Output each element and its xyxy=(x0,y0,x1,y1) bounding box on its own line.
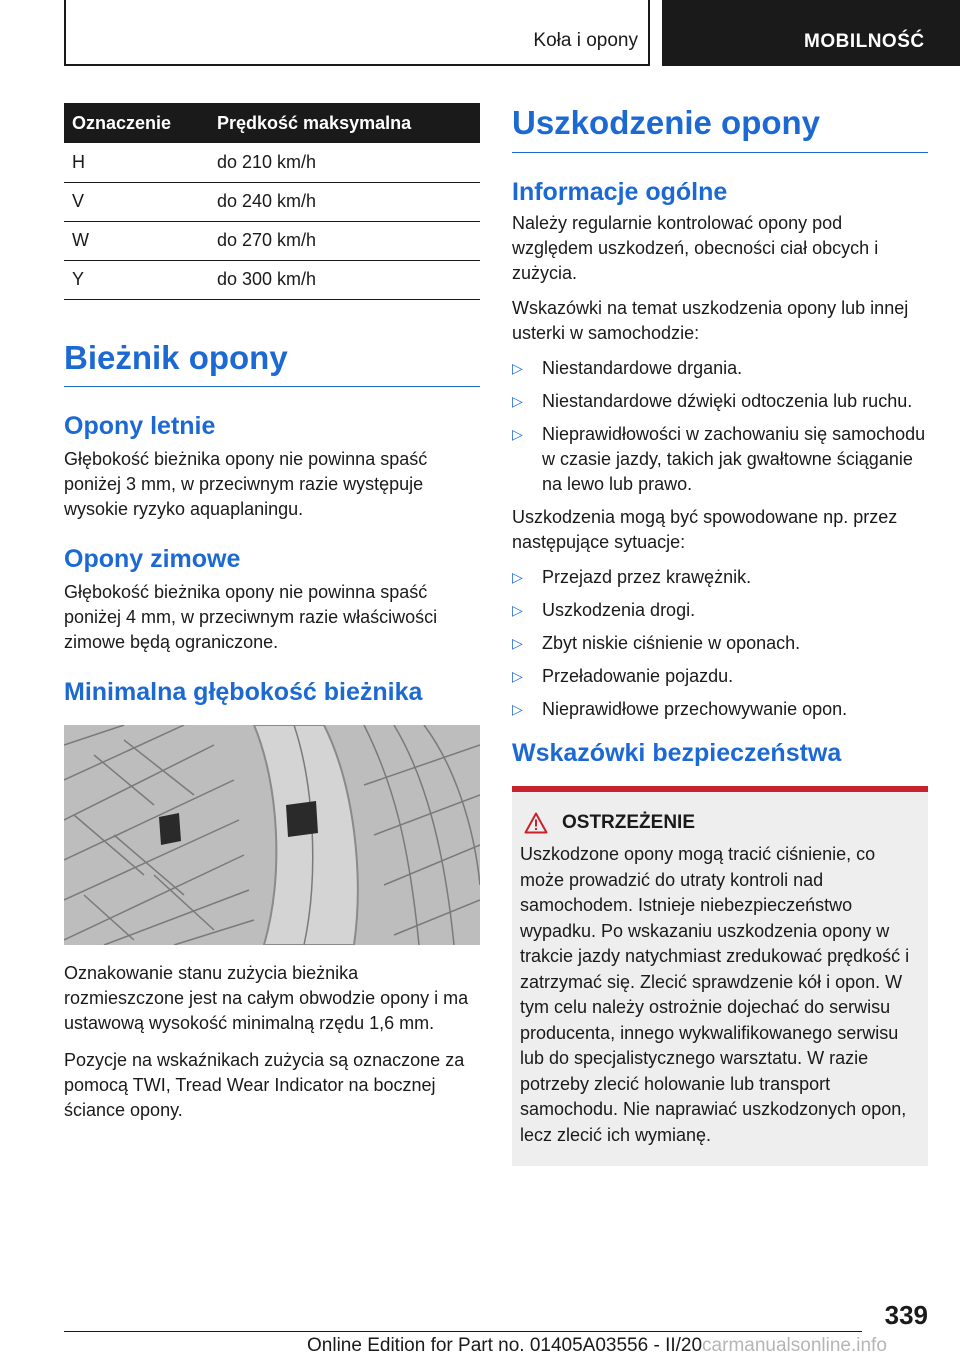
list-item: ▷ Niestandardowe dźwięki odtoczenia lub ruchu. xyxy=(512,389,928,414)
speed-table-header-designation: Oznaczenie xyxy=(64,103,217,143)
table-cell: H xyxy=(64,143,217,182)
winter-tires-text: Głębokość bieżnika opony nie powinna spaść poniżej 4 mm, w przeciwnym razie właściwości zimowe będą ograniczone. xyxy=(64,581,438,652)
footer-watermark: carmanualsonline.info xyxy=(702,1335,887,1356)
causes-list xyxy=(512,565,928,722)
header-section-title: Koła i opony xyxy=(533,30,638,51)
table-row xyxy=(64,221,480,260)
table-cell: V xyxy=(64,182,217,221)
bullet-triangle-icon: ▷ xyxy=(512,635,523,651)
list-item: ▷ Zbyt niskie ciśnienie w oponach. xyxy=(512,631,928,656)
bullet-triangle-icon: ▷ xyxy=(512,569,523,585)
tread-wear-marking-text: Oznakowanie stanu zużycia bieżnika rozmieszczone jest na całym obwodzie opony i ma ustawową wysokość minimalną rzędu 1,6 mm. xyxy=(64,962,469,1033)
table-row xyxy=(64,182,480,221)
table-cell: do 300 km/h xyxy=(217,260,480,299)
list-item: ▷ Nieprawidłowe przechowywanie opon. xyxy=(512,697,928,722)
footer-divider xyxy=(64,1331,862,1332)
footer-edition-text: Online Edition for Part no. 01405A03556 - II/20 xyxy=(307,1335,703,1356)
warning-label: OSTRZEŻENIE xyxy=(562,812,696,833)
heading-safety-notes: Wskazówki bezpieczeństwa xyxy=(512,739,842,767)
warning-box xyxy=(512,786,928,1166)
table-cell: do 240 km/h xyxy=(217,182,480,221)
bullet-triangle-icon: ▷ xyxy=(512,701,523,717)
bullet-triangle-icon: ▷ xyxy=(512,360,523,376)
heading-winter-tires: Opony zimowe xyxy=(64,544,241,573)
page-number: 339 xyxy=(884,1300,928,1330)
left-column xyxy=(64,103,480,1123)
summer-tires-text: Głębokość bieżnika opony nie powinna spaść poniżej 3 mm, w przeciwnym razie występuje wysokie ryzyko aquaplaningu. xyxy=(64,448,428,519)
bullet-triangle-icon: ▷ xyxy=(512,426,523,442)
warning-header xyxy=(520,812,920,834)
speed-table xyxy=(64,103,480,300)
warning-text: Uszkodzone opony mogą tracić ciśnienie, co może prowadzić do utraty kontroli nad samochodem. Istnieje niebezpieczeństwo wypadku. Po wskazaniu uszkodzenia opony w trakcie jazdy natychmiast zredukować prędkość i zatrzymać się. Zlecić sprawdzenie kół i opon. W tym celu należy ostrożnie dojechać do serwisu producenta, innego wykwalifikowanego serwisu lub do specjalistycznego warsztatu. W razie potrzeby zlecić holowanie lub transport samochodu. Nie naprawiać uszkodzonych opon, lecz zlecić ich wymianę. xyxy=(520,844,910,1145)
table-row xyxy=(64,260,480,299)
list-item: ▷ Przejazd przez krawężnik. xyxy=(512,565,928,590)
table-cell: W xyxy=(64,221,217,260)
right-column xyxy=(512,103,928,1166)
warning-triangle-icon xyxy=(524,812,548,834)
speed-table-header-max-speed: Prędkość maksymalna xyxy=(217,103,480,143)
tread-wear-indicator-image xyxy=(64,725,480,945)
heading-general-info: Informacje ogólne xyxy=(512,178,728,206)
bullet-triangle-icon: ▷ xyxy=(512,602,523,618)
footer-edition xyxy=(307,1335,887,1357)
bullet-triangle-icon: ▷ xyxy=(512,393,523,409)
hints-intro-text: Wskazówki na temat uszkodzenia opony lub innej usterki w samochodzie: xyxy=(512,298,909,343)
causes-intro-text: Uszkodzenia mogą być spowodowane np. przez następujące sytuacje: xyxy=(512,507,898,552)
list-item: ▷ Nieprawidłowości w zachowaniu się samochodu w czasie jazdy, takich jak gwałtowne ściąganie na lewo lub prawo. xyxy=(512,424,926,494)
heading-summer-tires: Opony letnie xyxy=(64,411,216,440)
hints-list xyxy=(512,356,928,497)
twi-position-text: Pozycje na wskaźnikach zużycia są oznaczone za pomocą TWI, Tread Wear Indicator na bocznej ściance opony. xyxy=(64,1049,465,1120)
list-item: ▷ Uszkodzenia drogi. xyxy=(512,598,928,623)
section-heading-tire-damage: Uszkodzenie opony xyxy=(512,103,928,153)
bullet-triangle-icon: ▷ xyxy=(512,668,523,684)
section-heading-tread: Bieżnik opony xyxy=(64,338,480,387)
table-cell: do 270 km/h xyxy=(217,221,480,260)
list-item: ▷ Przeładowanie pojazdu. xyxy=(512,664,928,689)
table-row xyxy=(64,143,480,182)
heading-min-tread-depth: Minimalna głębokość bieżnika xyxy=(64,677,423,706)
table-cell: do 210 km/h xyxy=(217,143,480,182)
table-cell: Y xyxy=(64,260,217,299)
general-info-text: Należy regularnie kontrolować opony pod względem uszkodzeń, obecności ciał obcych i zużycia. xyxy=(512,213,879,283)
list-item: ▷ Niestandardowe drgania. xyxy=(512,356,928,381)
speed-table-header xyxy=(64,103,480,143)
header-chapter-tab: MOBILNOŚĆ xyxy=(662,0,960,66)
